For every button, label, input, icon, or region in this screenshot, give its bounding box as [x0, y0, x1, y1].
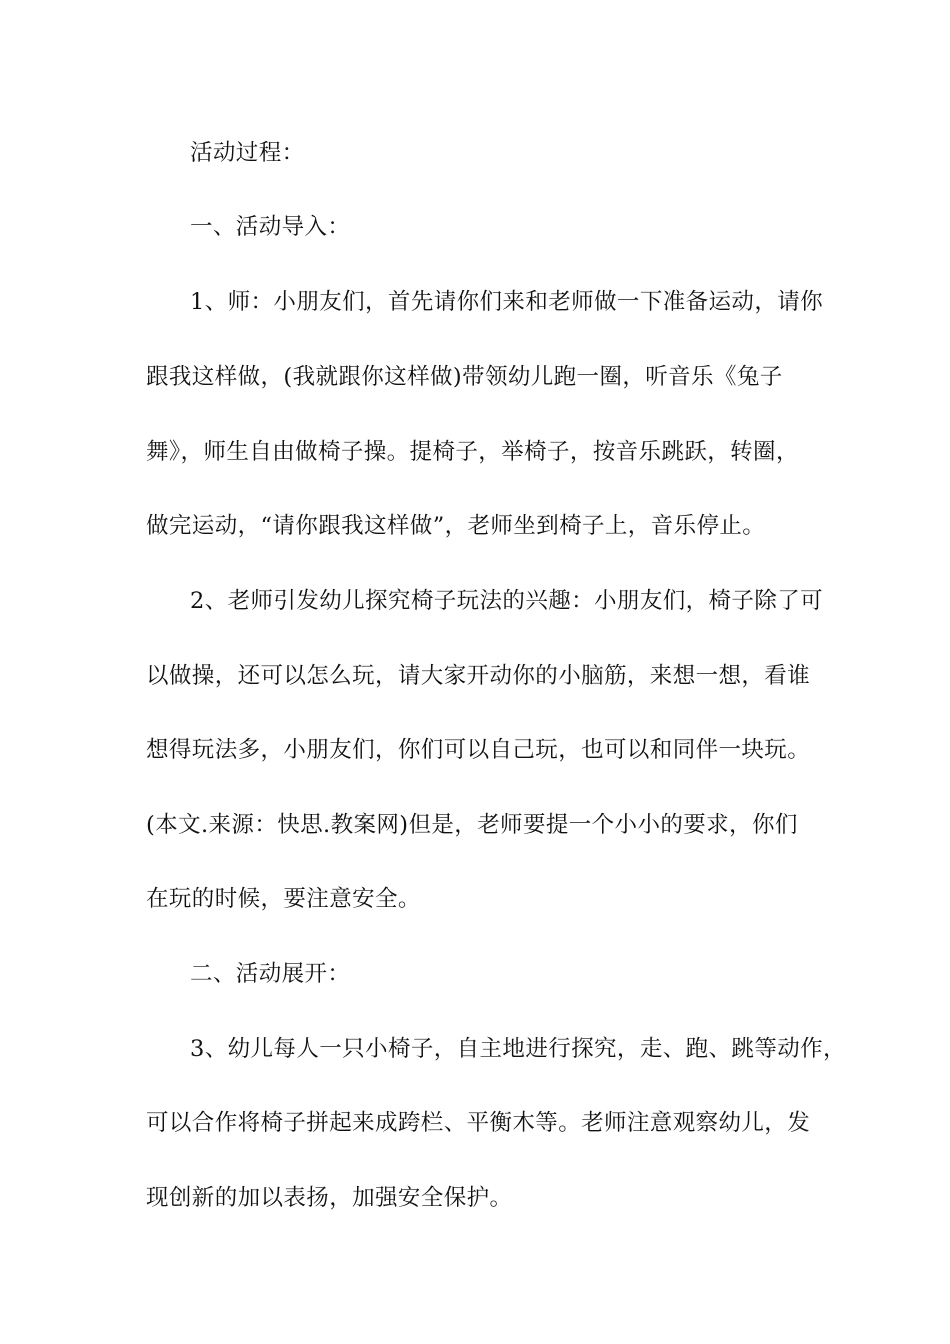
paragraph-line: (本文.来源：快思.教案网)但是，老师要提一个小小的要求，你们: [146, 812, 798, 838]
paragraph-line: 1、师：小朋友们，首先请你们来和老师做一下准备运动，请你: [190, 289, 824, 315]
paragraph-line: 现创新的加以表扬，加强安全保护。: [146, 1185, 513, 1211]
section-heading-expansion: 二、活动展开：: [190, 961, 351, 987]
section-heading-intro: 一、活动导入：: [190, 214, 351, 240]
paragraph-line: 可以合作将椅子拼起来成跨栏、平衡木等。老师注意观察幼儿，发: [146, 1110, 811, 1136]
paragraph-line: 以做操，还可以怎么玩，请大家开动你的小脑筋，来想一想，看谁: [146, 663, 811, 689]
paragraph-line: 做完运动，“请你跟我这样做”，老师坐到椅子上，音乐停止。: [146, 513, 766, 539]
paragraph-line: 舞》，师生自由做椅子操。提椅子，举椅子，按音乐跳跃，转圈，: [146, 439, 799, 465]
paragraph-line: 想得玩法多，小朋友们，你们可以自己玩，也可以和同伴一块玩。: [146, 737, 811, 763]
paragraph-line: 在玩的时候，要注意安全。: [146, 886, 421, 912]
paragraph-line: 3、幼儿每人一只小椅子，自主地进行探究，走、跑、跳等动作，: [190, 1036, 846, 1062]
section-heading-activity-process: 活动过程：: [190, 140, 305, 166]
paragraph-line: 2、老师引发幼儿探究椅子玩法的兴趣：小朋友们，椅子除了可: [190, 588, 824, 614]
paragraph-line: 跟我这样做，(我就跟你这样做)带领幼儿跑一圈，听音乐《兔子: [146, 364, 783, 390]
